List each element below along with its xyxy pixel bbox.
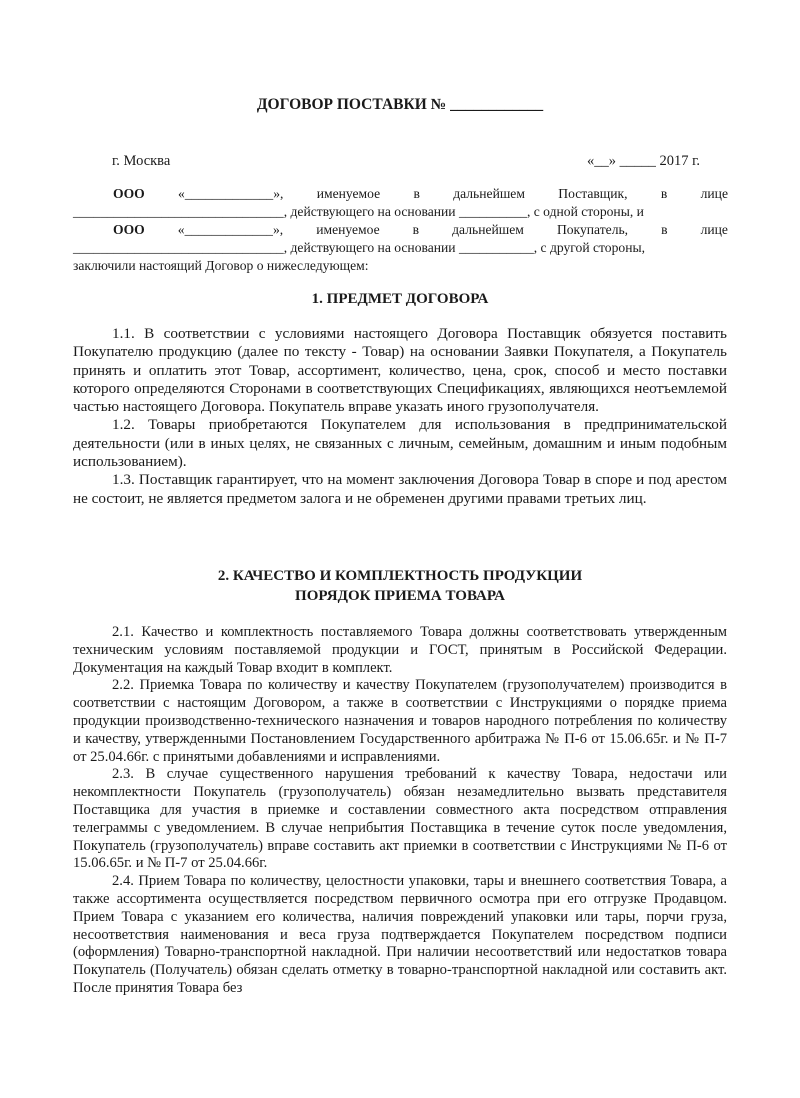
paragraph-1-1: 1.1. В соответствии с условиями настоящего Договора Поставщик обязуется поставить Покупателю продукцию (далее по тексту - Товар) на основании Заявки Покупателя, а Покупатель принять и оплатить этот Товар, ассортимент, количество, цена, срок, способ и место поставки которого определяются Сторонами в соответствующих Спецификациях, являющихся неотъемлемой частью настоящего Договора. Покупатель вправе указать иного грузополучателя. (73, 325, 727, 416)
paragraph-1-2: 1.2. Товары приобретаются Покупателем для использования в предпринимательской деятельности (или в иных целях, не связанных с личным, семейным, домашним и иным подобным использованием). (73, 416, 727, 471)
section-2-title (0, 566, 800, 606)
document-title: ДОГОВОР ПОСТАВКИ № ____________ (256, 96, 544, 113)
section-2-title-line-1: 2. КАЧЕСТВО И КОМПЛЕКТНОСТЬ ПРОДУКЦИИ (217, 568, 583, 584)
section-1-title: 1. ПРЕДМЕТ ДОГОВОРА (311, 291, 489, 307)
buyer-line-1: ООО «_____________», именуемое в дальнейшем Покупатель, в лице (113, 222, 728, 237)
section-2-body (73, 624, 727, 998)
section-1-body (73, 325, 727, 508)
supplier-line-2: _______________________________, действующего на основании __________, с одной стороны, и (73, 204, 644, 219)
paragraph-2-3: 2.3. В случае существенного нарушения требований к качеству Товара, недостачи или некомплектности Покупатель (грузополучатель) обязан незамедлительно вызвать представителя Поставщика для участия в приемке и составлении совместного акта посредством отправления телеграммы с уведомлением. В случае неприбытия Поставщика в течение суток после уведомления, Покупатель (грузополучатель) вправе составить акт приемки в соответствии с Инструкциями № П-6 от 15.06.65г. и № П-7 от 25.04.66г. (73, 766, 727, 872)
city: г. Москва (112, 153, 171, 169)
paragraph-2-2: 2.2. Приемка Товара по количеству и качеству Покупателем (грузополучателем) производится в соответствии с настоящим Договором, а также в соответствии с Инструкциями о порядке приема продукции производственно-технического назначения и товаров народного потребления по количеству и качеству, утвержденными Постановлением Государственного арбитража № П-6 от 15.06.65г. и № П-7 от 25.04.66г. с принятыми добавлениями и исправлениями. (73, 677, 727, 765)
paragraph-2-1: 2.1. Качество и комплектность поставляемого Товара должны соответствовать утвержденным техническим условиям поставляемой продукции и ГОСТ, принятым в Российской Федерации. Документация на каждый Товар входит в комплект. (73, 624, 727, 676)
parties-block (73, 185, 728, 275)
supplier-line-1: ООО «_____________», именуемое в дальнейшем Поставщик, в лице (113, 186, 728, 201)
buyer-line-2: _______________________________, действующего на основании ___________, с другой стороны, (73, 240, 646, 255)
header-line (112, 153, 700, 170)
section-2-title-line-2: ПОРЯДОК ПРИЕМА ТОВАРА (295, 588, 505, 604)
contract-date: «__» _____ 2017 г. (586, 153, 700, 169)
paragraph-2-4: 2.4. Прием Товара по количеству, целостности упаковки, тары и внешнего соответствия Товара, а также ассортимента осуществляется посредством первичного осмотра при его отгрузке Продавцом. Прием Товара с указанием его количества, наличия повреждений упаковки или тары, порчи груза, несоответствия наименования и веса груза подтверждается Покупателем посредством подписи (оформления) Товарно-транспортной накладной. При наличии несоответствий или недостатков товара Покупатель (Получатель) обязан сделать отметку в товарно-транспортной накладной или составить акт. После принятия Товара без (73, 873, 727, 996)
buyer-line-3: заключили настоящий Договор о нижеследующем: (73, 258, 369, 273)
paragraph-1-3: 1.3. Поставщик гарантирует, что на момент заключения Договора Товар в споре и под арестом не состоит, не является предметом залога и не обременен другими правами третьих лиц. (73, 471, 727, 507)
